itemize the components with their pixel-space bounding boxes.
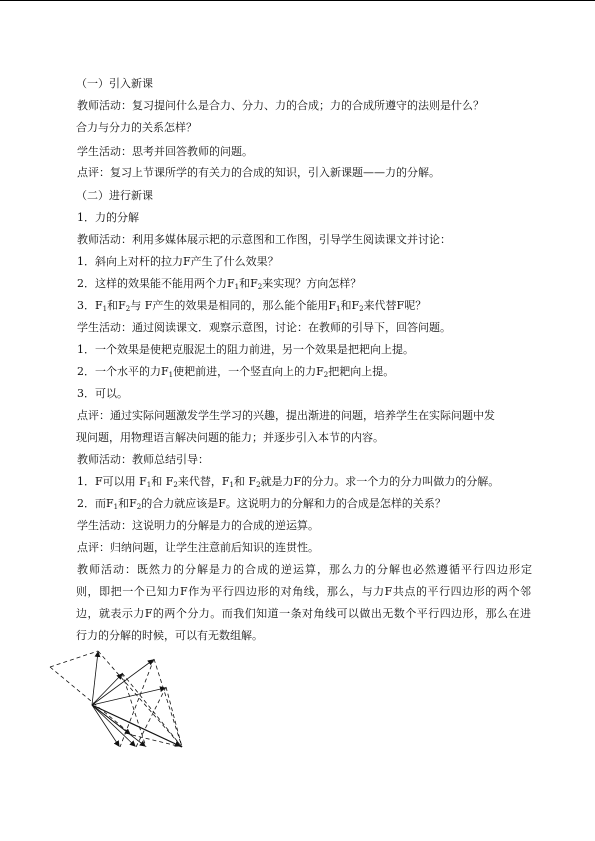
subscript: 1 (234, 283, 240, 291)
subscript: 2 (136, 503, 142, 511)
text-run: 和F (107, 299, 126, 312)
text-run: 来实现？方向怎样？ (262, 277, 362, 290)
text-run: 与 F产生的效果是相同的，那么能个能用F (130, 299, 336, 312)
question-3 (77, 299, 532, 313)
page-top-rule (0, 0, 595, 1)
comment-1: 点评：复习上节课所学的有关力的合成的知识，引入新课题——力的分解。 (77, 166, 440, 179)
subscript: 2 (256, 481, 261, 489)
text-run: 2．这样的效果能不能用两个力F (77, 277, 235, 290)
figure-dashed-edge (132, 735, 182, 747)
subscript: 2 (173, 481, 178, 489)
student-activity-1: 学生活动：思考并回答教师的问题。 (77, 145, 253, 158)
subscript: 2 (323, 371, 329, 379)
figure-force-arrow (92, 652, 98, 705)
text-run: 的合力就应该是F。这说明力的分解和力的合成是怎样的关系？ (141, 497, 446, 510)
text-run: 2．而F (77, 497, 114, 510)
figure-dashed-edge (122, 673, 182, 747)
question-1: 1．斜向上对杆的拉力F产生了什么效果？ (77, 255, 279, 268)
teacher-activity-4-cont2: 边，就表示力F的两个分力。而我们知道一条对角线可以做出无数个平行四边形，那么在进 (76, 607, 531, 620)
comment-3: 点评：归纳问题，让学生注意前后知识的连贯性。 (77, 541, 319, 554)
subscript: 1 (102, 305, 108, 313)
teacher-activity-1-cont: 合力与分力的关系怎样？ (76, 121, 197, 134)
text-run: 和F (118, 497, 137, 510)
question-2 (77, 277, 532, 291)
answer-3: 3．可以。 (77, 387, 128, 400)
figure-force-arrow (92, 674, 122, 705)
text-run: 和F (239, 277, 258, 290)
teacher-activity-4-cont3: 行力的分解的时候，可以有无数组解。 (76, 629, 263, 642)
text-run: 使耙前进，一个竖直向上的力F (173, 365, 324, 378)
text-run: 和 F (151, 475, 174, 488)
text-run: 把耙向上提。 (328, 365, 395, 378)
section-heading-new: （二）进行新课 (76, 189, 153, 202)
subscript: 1 (146, 481, 152, 489)
text-run: 3．F (77, 299, 103, 312)
force-decomposition-figure (46, 643, 196, 753)
comment-2-cont: 现问题，用物理语言解决问题的能力；并逐步引入本节的内容。 (76, 431, 384, 444)
subscript: 2 (257, 283, 263, 291)
text-run: 2．一个水平的力F (77, 365, 169, 378)
subscript: 1 (335, 305, 341, 313)
comment-2: 点评：通过实际问题激发学生学习的兴趣，提出渐进的问题，培养学生在实际问题中发 (77, 409, 495, 422)
text-run: 来代替F呢？ (363, 299, 427, 312)
summary-point-2 (77, 497, 532, 511)
answer-1: 1．一个效果是使耙克服泥土的阻力前进，另一个效果是把耙向上提。 (77, 343, 414, 356)
text-run: 1．F可以用 F (77, 475, 147, 488)
summary-point-1 (77, 475, 532, 489)
text-run: 和F (340, 299, 360, 312)
teacher-activity-4: 教师活动：既然力的分解是力的合成的逆运算，那么力的分解也必然遵循平行四边形定 (77, 563, 532, 576)
teacher-activity-2: 教师活动：利用多媒体展示耙的示意图和工作图，引导学生阅读课文并讨论： (77, 233, 451, 246)
student-activity-2: 学生活动：通过阅读课文．观察示意图，讨论：在教师的引导下，回答问题。 (77, 321, 451, 334)
section-heading-intro: （一）引入新课 (76, 77, 153, 90)
subscript: 2 (125, 305, 131, 313)
subscript: 1 (168, 371, 174, 379)
figure-dashed-edge (50, 651, 98, 667)
answer-2 (77, 365, 532, 379)
text-run: 和 F (233, 475, 257, 488)
figure-dashed-edge (50, 667, 132, 735)
teacher-activity-1: 教师活动：复习提问什么是合力、分力、力的合成；力的合成所遵守的法则是什么？ (77, 99, 484, 112)
teacher-activity-4-cont: 则，即把一个已知力F作为平行四边形的对角线，那么，与力F共点的平行四边形的两个邻 (76, 585, 531, 598)
teacher-activity-3: 教师活动：教师总结引导： (77, 453, 209, 466)
text-run: 来代替，F (177, 475, 230, 488)
student-activity-3: 学生活动：这说明力的分解是力的合成的逆运算。 (77, 519, 319, 532)
subsection-heading: 1．力的分解 (77, 211, 139, 224)
subscript: 2 (359, 305, 364, 313)
figure-dashed-edge (122, 673, 146, 747)
subscript: 1 (113, 503, 119, 511)
text-run: 就是力F的分力。求一个力的分力叫做力的分解。 (260, 475, 500, 488)
subscript: 1 (229, 481, 234, 489)
